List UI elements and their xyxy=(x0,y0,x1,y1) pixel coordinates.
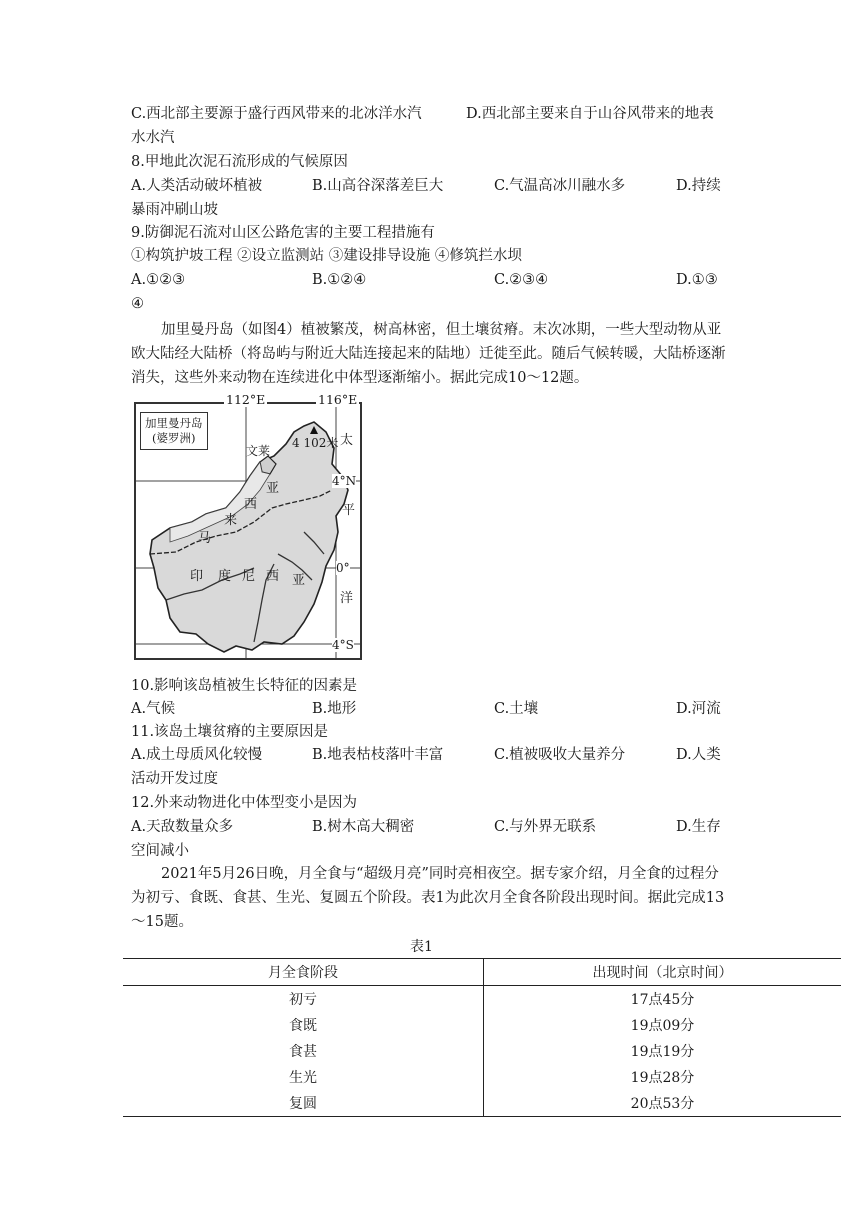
q7-option-d: D.西北部主要来自于山谷风带来的地表 xyxy=(466,106,714,122)
q10-stem: 10.影响该岛植被生长特征的因素是 xyxy=(131,678,358,694)
map-pacific-char-2: 平 xyxy=(342,503,356,518)
table-cell-stage: 生光 xyxy=(123,1064,484,1090)
table-cell-time: 19点28分 xyxy=(630,1070,695,1086)
q7-option-d-wrap: 水水汽 xyxy=(131,130,175,146)
q8-option-d: D.持续 xyxy=(676,178,721,194)
q12-option-a: A.天敌数量众多 xyxy=(131,819,234,835)
intro-paragraph-13-15: 2021年5月26日晚，月全食与“超级月亮”同时亮相夜空。据专家介绍，月全食的过程分为初亏、食既、食甚、生光、复圆五个阶段。表1为此次月全食各阶段出现时间。据此完成13～15题。 xyxy=(131,866,725,930)
q10-option-b: B.地形 xyxy=(312,701,357,717)
q11-option-c: C.植被吸收大量养分 xyxy=(494,747,626,763)
q10-option-c: C.土壤 xyxy=(494,701,539,717)
map-title-line1: 加里曼丹岛 xyxy=(145,416,203,430)
q8-option-a: A.人类活动破坏植被 xyxy=(131,178,263,194)
map-indonesia-char-4: 西 xyxy=(266,569,280,584)
intro-paragraph-10-12: 加里曼丹岛（如图4）植被繁茂，树高林密，但土壤贫瘠。末次冰期，一些大型动物从亚欧大陆经大陆桥（将岛屿与附近大陆连接起来的陆地）迁徙至此。随后气候转暖，大陆桥逐渐消失，这些外来动物在连续进化中体型逐渐缩小。据此完成10～12题。 xyxy=(131,322,726,386)
q8-option-b: B.山高谷深落差巨大 xyxy=(312,178,444,194)
q11-stem: 11.该岛土壤贫瘠的主要原因是 xyxy=(131,724,329,740)
q7-option-c: C.西北部主要源于盛行西风带来的北冰洋水汽 xyxy=(131,106,422,122)
table-header-time: 出现时间（北京时间） xyxy=(484,959,842,986)
q8-stem: 8.甲地此次泥石流形成的气候原因 xyxy=(131,154,348,170)
table-cell-stage: 食甚 xyxy=(123,1038,484,1064)
q11-option-d-wrap: 活动开发过度 xyxy=(131,771,218,787)
table-cell-stage: 初亏 xyxy=(123,986,484,1013)
q11-option-b: B.地表枯枝落叶丰富 xyxy=(312,747,444,763)
table-row xyxy=(123,1090,841,1117)
map-peak-height: 4 102米 xyxy=(292,436,339,450)
q11-option-d: D.人类 xyxy=(676,747,721,763)
q10-option-d: D.河流 xyxy=(676,701,721,717)
q12-option-d-wrap: 空间减小 xyxy=(131,843,189,859)
map-brunei-label: 文莱 xyxy=(246,444,271,458)
table-header-row xyxy=(123,959,841,986)
q9-items: ①构筑护坡工程 ②设立监测站 ③建设排导设施 ④修筑拦水坝 xyxy=(131,248,522,264)
table-cell-time: 17点45分 xyxy=(630,992,695,1008)
map-title-line2: (婆罗洲) xyxy=(152,431,196,445)
map-lon-116e: 116°E xyxy=(318,392,358,407)
table-cell-time: 19点19分 xyxy=(630,1044,695,1060)
q11-option-a: A.成土母质风化较慢 xyxy=(131,747,263,763)
q9-option-a: A.①②③ xyxy=(131,272,186,288)
map-indonesia-char-2: 度 xyxy=(218,569,232,584)
q9-option-b: B.①②④ xyxy=(312,272,367,288)
map-lat-0: 0° xyxy=(336,561,350,575)
table-row xyxy=(123,986,841,1013)
q12-option-c: C.与外界无联系 xyxy=(494,819,597,835)
q9-option-d-wrap: ④ xyxy=(131,296,144,312)
q9-option-c: C.②③④ xyxy=(494,272,549,288)
table-cell-stage: 复圆 xyxy=(123,1090,484,1117)
map-lat-4n: 4°N xyxy=(332,474,357,488)
q12-option-b: B.树木高大稠密 xyxy=(312,819,415,835)
table-row xyxy=(123,1064,841,1090)
map-pacific-char-1: 太 xyxy=(340,433,354,448)
q12-option-d: D.生存 xyxy=(676,819,721,835)
borneo-map xyxy=(134,402,362,660)
map-malaysia-char-1: 马 xyxy=(198,531,212,546)
q10-option-a: A.气候 xyxy=(131,701,176,717)
map-indonesia-char-5: 亚 xyxy=(292,573,306,588)
map-title-box xyxy=(140,412,208,450)
q9-option-d: D.①③ xyxy=(676,272,718,288)
map-malaysia-char-2: 来 xyxy=(224,513,238,528)
map-indonesia-char-3: 尼 xyxy=(242,569,256,584)
q9-stem: 9.防御泥石流对山区公路危害的主要工程措施有 xyxy=(131,225,435,241)
map-pacific-char-3: 洋 xyxy=(340,591,354,606)
table-row xyxy=(123,1038,841,1064)
table-cell-stage: 食既 xyxy=(123,1012,484,1038)
table-cell-time: 20点53分 xyxy=(484,1090,842,1117)
table-header-stage: 月全食阶段 xyxy=(123,959,484,986)
map-indonesia-char-1: 印 xyxy=(190,569,204,584)
q8-option-c: C.气温高冰川融水多 xyxy=(494,178,626,194)
eclipse-stages-table xyxy=(123,958,841,1117)
map-lat-4s: 4°S xyxy=(332,638,354,652)
table-cell-time: 19点09分 xyxy=(630,1018,695,1034)
map-malaysia-char-4: 亚 xyxy=(266,481,280,496)
q8-option-d-wrap: 暴雨冲刷山坡 xyxy=(131,202,218,218)
q12-stem: 12.外来动物进化中体型变小是因为 xyxy=(131,795,358,811)
table-row xyxy=(123,1012,841,1038)
map-lon-112e: 112°E xyxy=(226,392,266,407)
map-malaysia-char-3: 西 xyxy=(244,497,258,512)
table-caption: 表1 xyxy=(410,939,433,955)
